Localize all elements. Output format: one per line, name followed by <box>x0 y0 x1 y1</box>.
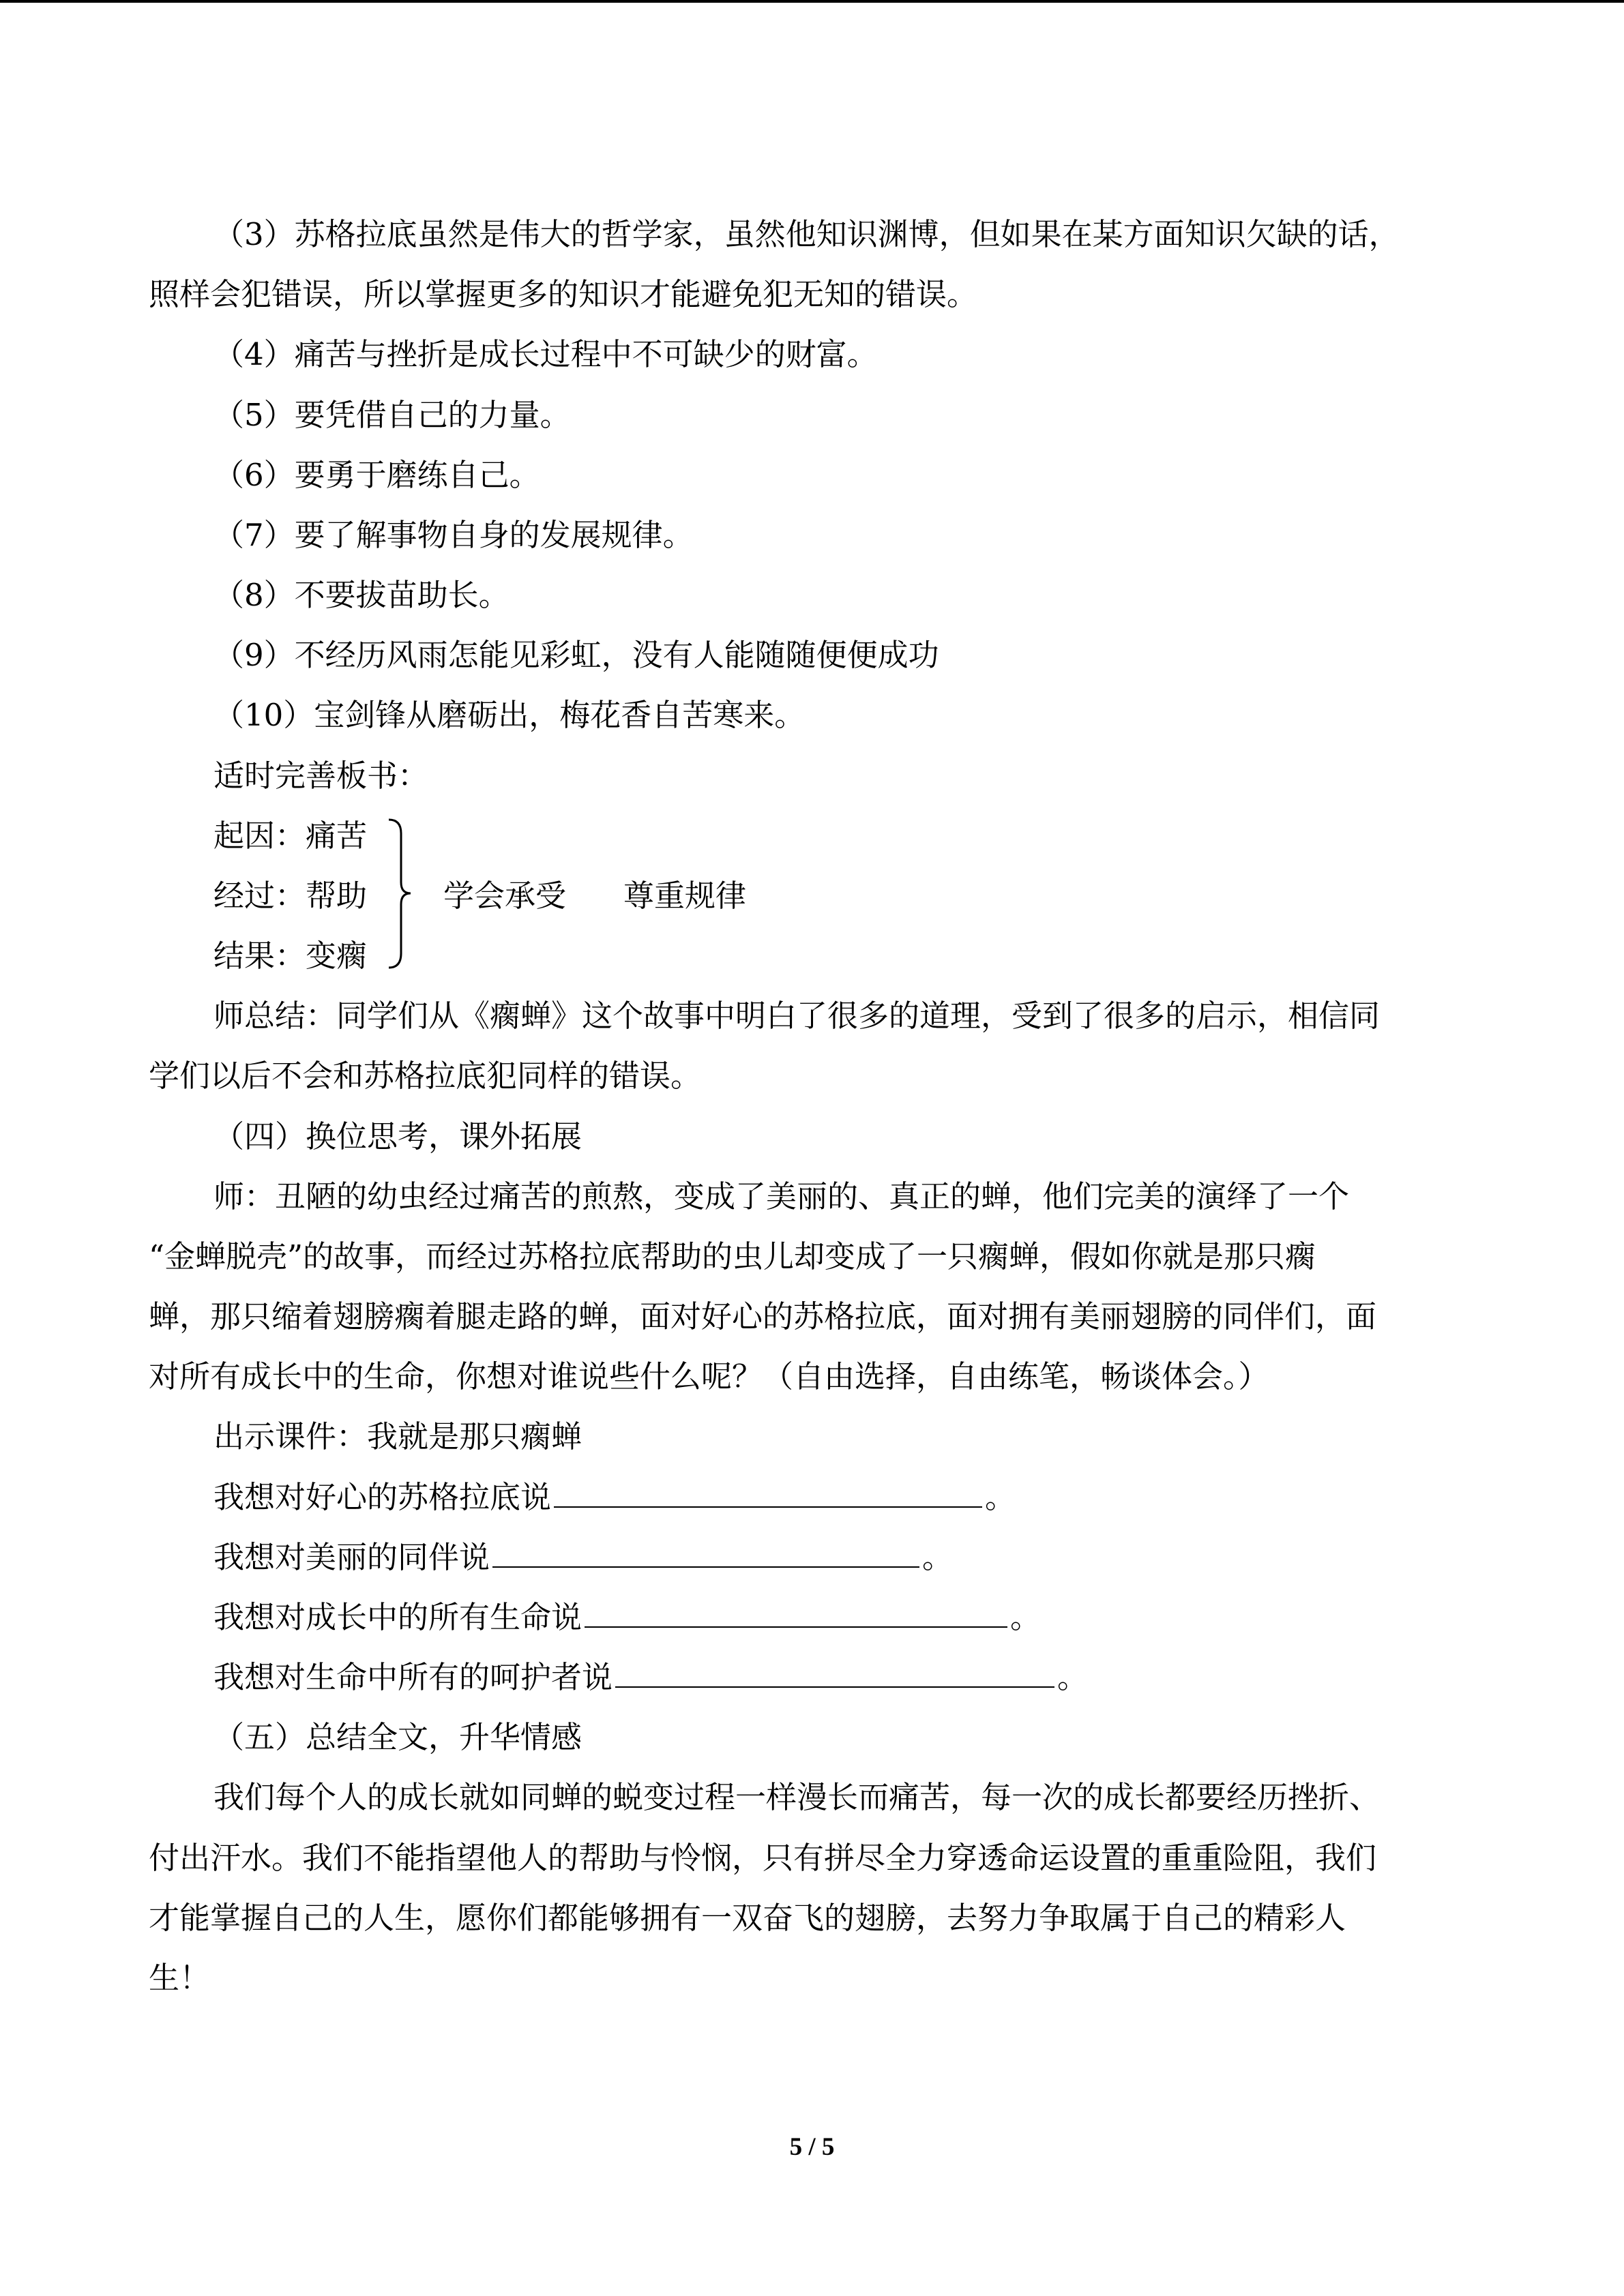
prompt-all-life-text: 我想对成长中的所有生命说 <box>213 1599 582 1635</box>
point-10: （10）宝剑锋从磨砺出，梅花香自苦寒来。 <box>213 697 806 733</box>
board-intro: 适时完善板书： <box>213 758 429 794</box>
courseware-title: 出示课件：我就是那只瘸蝉 <box>213 1418 582 1455</box>
teacher-summary-line-1: 师总结：同学们从《瘸蝉》这个故事中明白了很多的道理，受到了很多的启示，相信同 <box>213 998 1381 1034</box>
board-conclusion-endure: 学会承受 <box>443 878 567 914</box>
point-3-line-1: （3）苏格拉底虽然是伟大的哲学家，虽然他知识渊博，但如果在某方面知识欠缺的话， <box>213 216 1400 252</box>
point-8: （8）不要拔苗助长。 <box>213 577 510 613</box>
point-5: （5）要凭借自己的力量。 <box>213 397 571 433</box>
section-4-line-1: 师：丑陋的幼虫经过痛苦的煎熬，变成了美丽的、真正的蝉，他们完美的演绎了一个 <box>213 1178 1350 1214</box>
prompt-companions <box>213 1527 953 1587</box>
prompt-guardians-period: 。 <box>1057 1659 1089 1695</box>
point-9: （9）不经历风雨怎能见彩虹，没有人能随随便便成功 <box>213 637 939 673</box>
prompt-socrates <box>213 1467 1016 1527</box>
prompt-guardians <box>213 1648 1088 1708</box>
section-4-line-4: 对所有成长中的生命，你想对谁说些什么呢？（自由选择，自由练笔，畅谈体会。） <box>149 1358 1269 1395</box>
prompt-companions-period: 。 <box>922 1539 954 1575</box>
board-conclusion-respect: 尊重规律 <box>623 878 747 914</box>
teacher-summary-line-2: 学们以后不会和苏格拉底犯同样的错误。 <box>149 1058 702 1094</box>
fill-blank-guardians[interactable] <box>615 1648 1054 1688</box>
page-number: 5 / 5 <box>789 2133 835 2161</box>
section-4-line-2: “金蝉脱壳”的故事，而经过苏格拉底帮助的虫儿却变成了一只瘸蝉，假如你就是那只瘸 <box>149 1238 1316 1274</box>
section-4-line-3: 蝉，那只缩着翅膀瘸着腿走路的蝉，面对好心的苏格拉底，面对拥有美丽翅膀的同伴们，面 <box>149 1298 1377 1335</box>
section-5-line-3: 才能掌握自己的人生，愿你们都能够拥有一双奋飞的翅膀，去努力争取属于自己的精彩人 <box>149 1900 1346 1936</box>
prompt-socrates-text: 我想对好心的苏格拉底说 <box>213 1479 552 1515</box>
prompt-all-life-period: 。 <box>1010 1599 1042 1635</box>
section-5-heading: （五）总结全文，升华情感 <box>213 1719 582 1755</box>
board-cause: 起因：痛苦 <box>213 818 368 854</box>
point-7: （7）要了解事物自身的发展规律。 <box>213 517 694 553</box>
fill-blank-all-life[interactable] <box>585 1588 1007 1628</box>
page-top-border <box>0 0 1624 3</box>
prompt-all-life <box>213 1587 1041 1648</box>
board-process: 经过：帮助 <box>213 878 368 914</box>
point-3-line-2: 照样会犯错误，所以掌握更多的知识才能避免犯无知的错误。 <box>149 276 978 312</box>
prompt-companions-text: 我想对美丽的同伴说 <box>213 1539 490 1575</box>
curly-brace <box>386 817 413 970</box>
board-result: 结果：变瘸 <box>213 938 368 974</box>
fill-blank-companions[interactable] <box>492 1528 919 1568</box>
section-5-line-1: 我们每个人的成长就如同蝉的蜕变过程一样漫长而痛苦，每一次的成长都要经历挫折、 <box>213 1779 1381 1815</box>
prompt-socrates-period: 。 <box>985 1479 1016 1515</box>
section-5-line-2: 付出汗水。我们不能指望他人的帮助与怜悯，只有拼尽全力穿透命运设置的重重险阻，我们 <box>149 1840 1377 1876</box>
point-6: （6）要勇于磨练自己。 <box>213 457 540 493</box>
prompt-guardians-text: 我想对生命中所有的呵护者说 <box>213 1659 613 1695</box>
section-5-line-4: 生！ <box>149 1960 211 1996</box>
section-4-heading: （四）换位思考，课外拓展 <box>213 1118 582 1154</box>
fill-blank-socrates[interactable] <box>554 1468 982 1508</box>
point-4: （4）痛苦与挫折是成长过程中不可缺少的财富。 <box>213 336 878 372</box>
